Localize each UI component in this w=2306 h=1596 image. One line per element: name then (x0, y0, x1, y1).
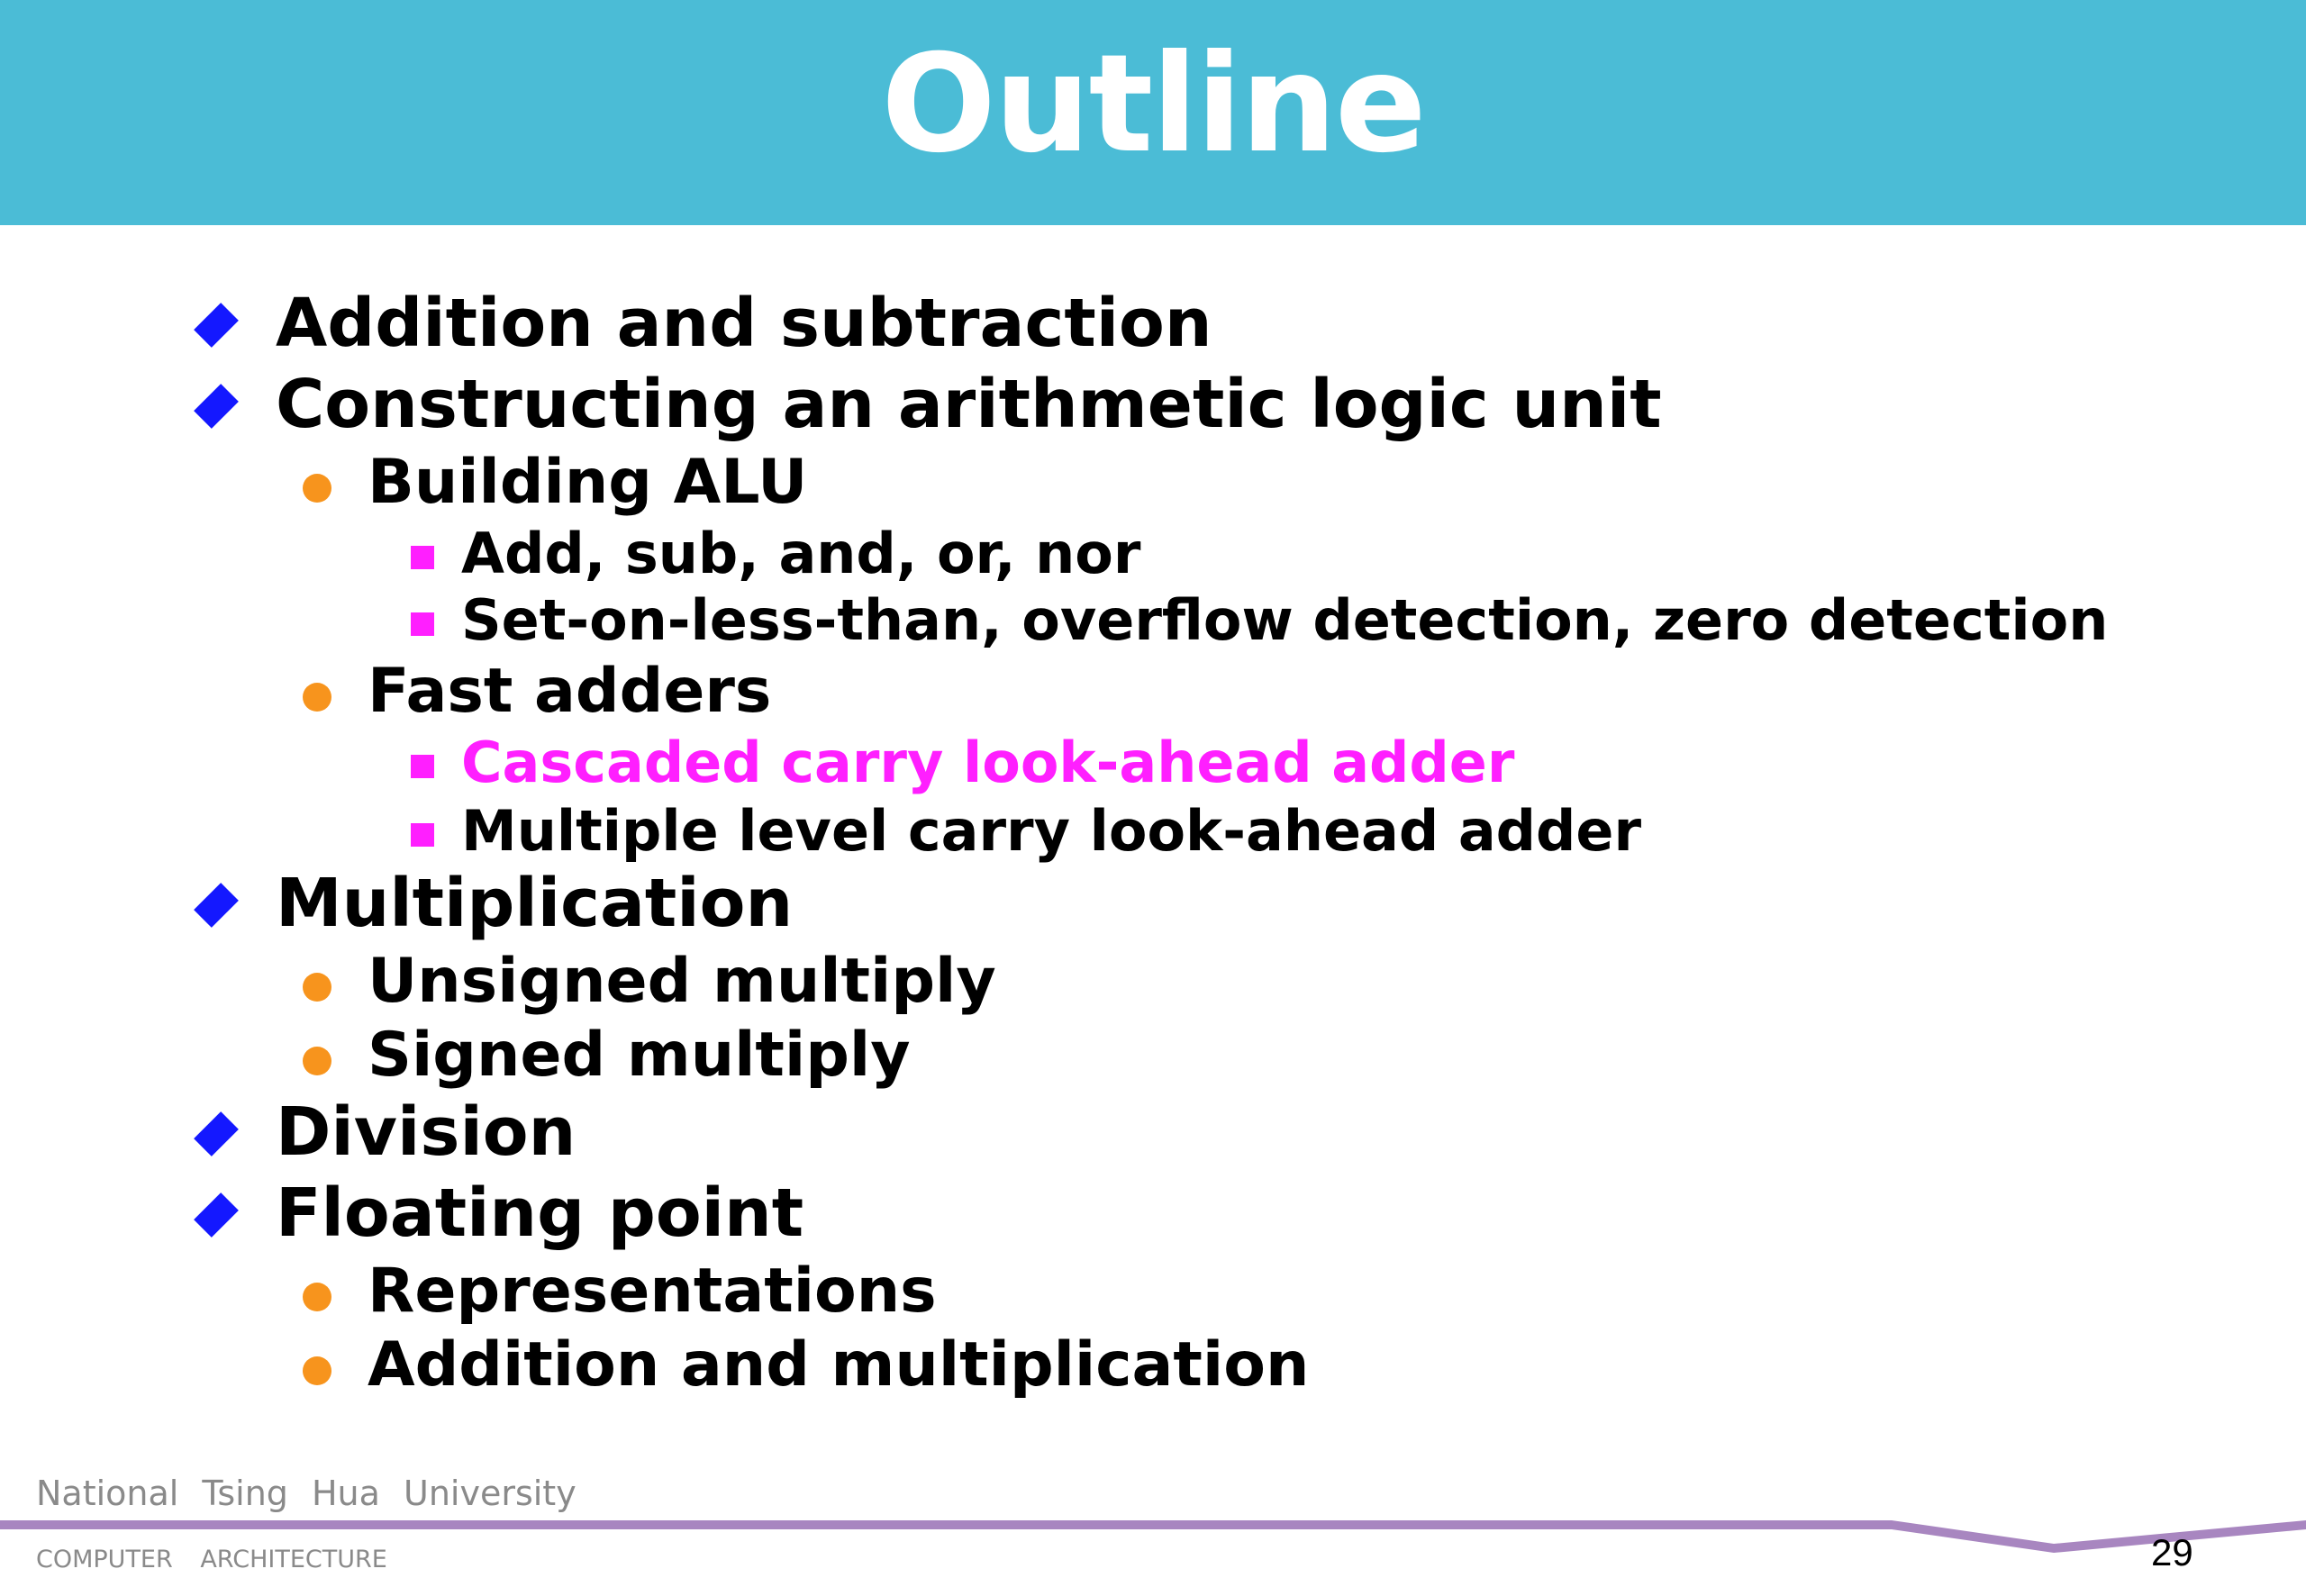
diamond-bullet-icon (194, 384, 239, 429)
list-item-text: Multiple level carry look-ahead adder (461, 798, 1642, 864)
circle-bullet-icon (303, 1356, 331, 1385)
footer-university: National Tsing Hua University (36, 1474, 576, 1513)
square-bullet-icon (411, 612, 434, 636)
footer-course: COMPUTER ARCHITECTURE (36, 1546, 387, 1573)
list-item-text: Unsigned multiply (368, 946, 996, 1017)
square-bullet-icon (411, 823, 434, 847)
diamond-bullet-icon (194, 1111, 239, 1156)
circle-bullet-icon (303, 474, 331, 503)
circle-bullet-icon (303, 1283, 331, 1311)
list-item-text: Addition and multiplication (368, 1329, 1310, 1401)
list-item-text: Division (276, 1093, 576, 1171)
list-item-text-highlighted: Cascaded carry look-ahead adder (461, 730, 1515, 795)
diamond-bullet-icon (194, 303, 239, 348)
list-item-text: Building ALU (368, 447, 808, 518)
square-bullet-icon (411, 546, 434, 569)
list-item-text: Add, sub, and, or, nor (461, 521, 1141, 586)
list-item-text: Signed multiply (368, 1020, 911, 1091)
list-item-text: Fast adders (368, 656, 772, 727)
circle-bullet-icon (303, 683, 331, 712)
list-item-text: Set-on-less-than, overflow detection, zero detection (461, 587, 2109, 653)
page-number: 29 (2151, 1531, 2193, 1573)
list-item-text: Constructing an arithmetic logic unit (276, 366, 1662, 443)
circle-bullet-icon (303, 1047, 331, 1075)
list-item-text: Floating point (276, 1174, 804, 1252)
circle-bullet-icon (303, 973, 331, 1002)
list-item-text: Representations (368, 1256, 937, 1327)
diamond-bullet-icon (194, 883, 239, 928)
list-item-text: Addition and subtraction (276, 285, 1212, 362)
slide-title: Outline (881, 26, 1425, 183)
diamond-bullet-icon (194, 1192, 239, 1238)
square-bullet-icon (411, 755, 434, 778)
list-item-text: Multiplication (276, 865, 794, 942)
title-bar (0, 0, 2306, 225)
